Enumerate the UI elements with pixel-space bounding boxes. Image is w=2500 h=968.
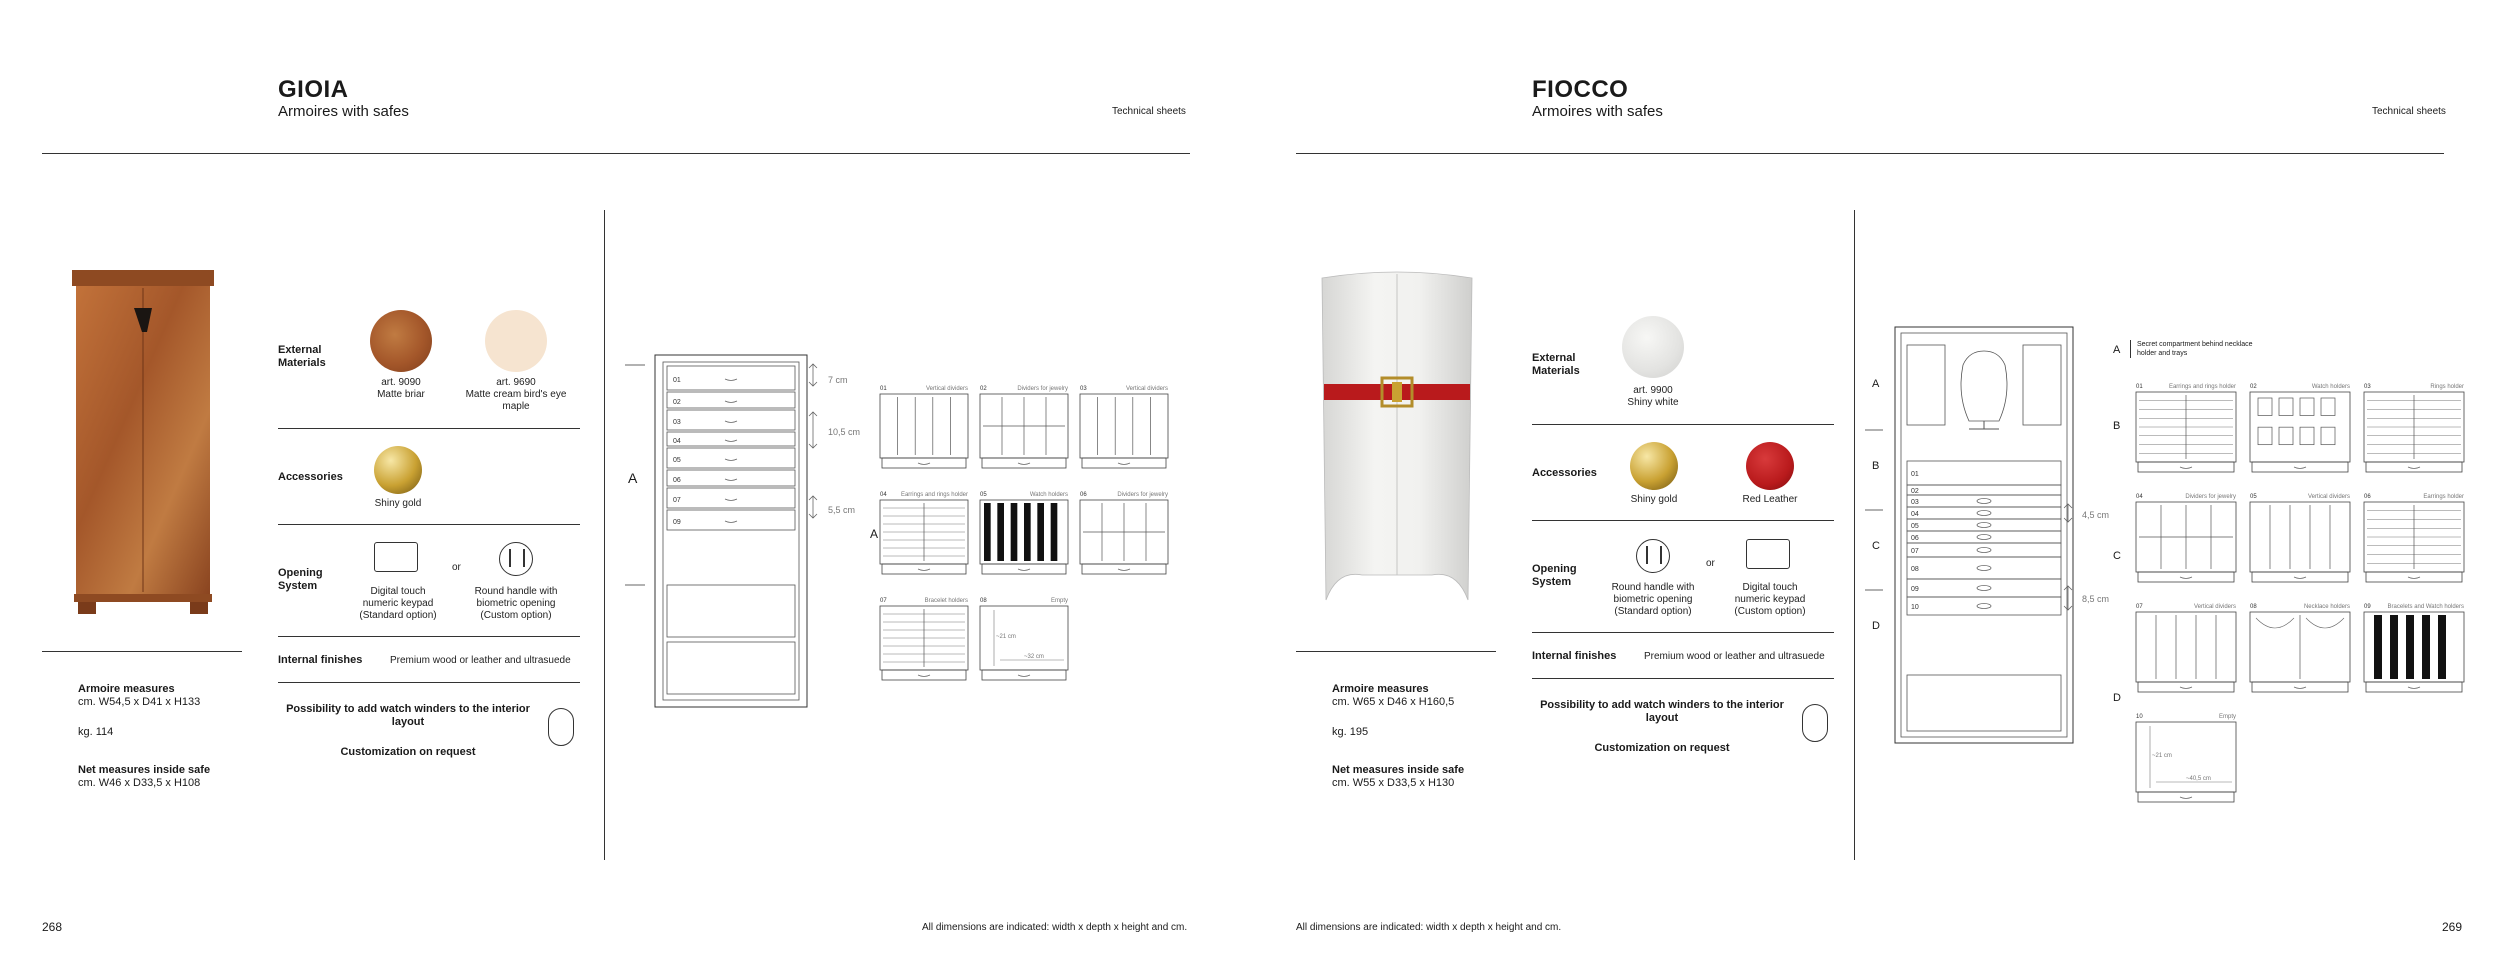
accessory-red-leather: Red Leather [1742, 494, 1798, 505]
left-drawer-row [667, 432, 795, 446]
tray-label: Earrings and rings holder [2168, 384, 2236, 390]
opening-keypad-right: Digital touch numeric keypad (Custom option) [1734, 582, 1806, 617]
net-measures-label: Net measures inside safe [78, 764, 211, 776]
left-drawer-pull [725, 479, 737, 481]
right-section-b: B [1872, 460, 1880, 472]
left-customization: Customization on request [340, 746, 476, 758]
watch-winder-icon-right [1802, 704, 1828, 742]
left-opening-system-label: Opening System [278, 567, 323, 592]
left-internal-finishes-value: Premium wood or leather and ultrasuede [390, 655, 571, 666]
left-accessories-label: Accessories [278, 471, 343, 483]
right-drawer-number: 01 [1911, 471, 1919, 478]
tray-number: 03 [2364, 384, 2371, 390]
right-drawer-pull [1977, 535, 1991, 540]
tray-08 [980, 598, 1068, 680]
tray-06 [1080, 492, 1168, 574]
tray-07 [880, 598, 968, 680]
right-drawer-pull [1977, 566, 1991, 571]
left-page-number: 268 [42, 920, 63, 934]
right-drawer-row [1907, 461, 2061, 485]
right-customization: Customization on request [1594, 742, 1730, 754]
left-drawer-row [667, 392, 795, 408]
tray-number: 04 [2136, 494, 2143, 500]
right-trays-section-d: D [2113, 692, 2121, 704]
tray-label: Bracelets and Watch holders [2387, 604, 2464, 610]
armoire-measures-label: Armoire measures [78, 683, 175, 695]
right-drawer-row [1907, 485, 2061, 495]
opening-round-handle: Round handle with biometric opening (Custom option) [474, 586, 558, 621]
right-drawer-number: 05 [1911, 523, 1919, 530]
red-leather-swatch [1746, 442, 1794, 490]
left-drawer-pull [725, 499, 737, 501]
or-text-right: or [1706, 558, 1715, 569]
right-rule-3 [1532, 632, 1834, 633]
tray-number: 09 [2364, 604, 2371, 610]
left-column-divider [604, 210, 605, 860]
right-internal-finishes-value: Premium wood or leather and ultrasuede [1644, 651, 1825, 662]
right-dim-1: 4,5 cm [2082, 510, 2110, 520]
tray-number: 05 [2250, 494, 2257, 500]
material-9090 [356, 377, 446, 401]
tray-number: 01 [2136, 384, 2143, 390]
right-dim-2: 8,5 cm [2082, 594, 2110, 604]
left-drawer-number: 09 [673, 519, 681, 526]
right-drawer-number: 08 [1911, 566, 1919, 573]
net-measures-value: cm. W46 x D33,5 x H108 [78, 777, 201, 789]
tray-05 [980, 492, 1068, 574]
right-opening-system-label: Opening System [1532, 563, 1577, 588]
tray-02 [2250, 384, 2350, 472]
tray-label: Watch holders [2311, 384, 2350, 390]
tray-number: 08 [2250, 604, 2257, 610]
right-trays-section-b: B [2113, 420, 2121, 432]
left-rule-1 [278, 428, 580, 429]
right-title: FIOCCO [1532, 76, 1629, 103]
left-footer-note: All dimensions are indicated: width x depth x height and cm. [922, 922, 1188, 933]
tray-06 [2364, 494, 2464, 582]
keypad-icon-right [1746, 539, 1790, 569]
left-drawer-number: 05 [673, 457, 681, 464]
left-drawer-number: 01 [673, 377, 681, 384]
tray-number: 05 [980, 492, 987, 498]
right-section-d: D [1872, 620, 1880, 632]
briar-swatch [370, 310, 432, 372]
left-drawer-pull [725, 421, 737, 423]
left-drawer-number: 07 [673, 497, 681, 504]
white-swatch [1622, 316, 1684, 378]
net-measures-label-right: Net measures inside safe [1332, 764, 1465, 776]
tray-01 [880, 386, 968, 468]
tray-08 [2250, 604, 2350, 692]
opening-digital-keypad: Digital touch numeric keypad (Standard option) [359, 586, 437, 621]
tray-01 [2136, 384, 2236, 472]
right-drawer-pull [1977, 586, 1991, 591]
right-page-number: 269 [2442, 920, 2463, 934]
right-rule-2 [1532, 520, 1834, 521]
round-handle-icon [499, 542, 533, 576]
right-drawer-diagram [1865, 325, 2080, 745]
tray-number: 04 [880, 492, 887, 498]
right-watch-winders: Possibility to add watch winders to the interior layout [1540, 699, 1784, 724]
tray-label: Vertical dividers [1125, 386, 1168, 392]
material-9690-art: art. 9690 [496, 377, 536, 388]
left-drawer-row [667, 448, 795, 468]
right-drawer-number: 06 [1911, 535, 1919, 542]
tray-label: Earrings and rings holder [900, 492, 968, 498]
right-drawer-number: 04 [1911, 511, 1919, 518]
right-footer-note: All dimensions are indicated: width x depth x height and cm. [1296, 922, 1562, 933]
accessory-shiny-gold-right: Shiny gold [1630, 494, 1678, 505]
empty-tray-height: ~21 cm [2152, 753, 2172, 759]
right-net-measures [1332, 764, 1464, 790]
right-trays-grid [2136, 378, 2466, 782]
left-drawer-row [667, 410, 795, 430]
left-armoire-measures [78, 683, 200, 709]
right-header-rule [1296, 153, 2444, 154]
left-drawer-number: 02 [673, 399, 681, 406]
right-drawer-row [1907, 579, 2061, 597]
right-drawer-number: 03 [1911, 499, 1919, 506]
left-header-rule [42, 153, 1190, 154]
gold-swatch-right [1630, 442, 1678, 490]
right-accessories-label: Accessories [1532, 467, 1597, 479]
left-subtitle: Armoires with safes [278, 103, 409, 120]
material-9690-name: Matte cream bird's eye maple [465, 389, 567, 412]
tray-05 [2250, 494, 2350, 582]
right-drawer-number: 10 [1911, 604, 1919, 611]
left-dim-3: 5,5 cm [828, 505, 856, 515]
tray-number: 06 [1080, 492, 1087, 498]
right-trays-svg [2136, 378, 2466, 782]
left-title: GIOIA [278, 76, 349, 103]
left-section-a: A [628, 470, 638, 486]
empty-tray-height: ~21 cm [996, 634, 1016, 640]
material-9090-art: art. 9090 [381, 377, 421, 388]
tray-04 [880, 492, 968, 574]
right-drawer-row [1907, 507, 2061, 519]
or-text: or [452, 562, 461, 573]
right-drawer-row [1907, 519, 2061, 531]
right-drawer-number: 09 [1911, 586, 1919, 593]
left-rule-4 [278, 682, 580, 683]
right-trays-section-c: C [2113, 550, 2121, 562]
right-trays-section-a: A [2113, 344, 2121, 356]
right-armoire-measures [1332, 683, 1454, 709]
empty-tray-width: ~32 cm [1024, 654, 1044, 660]
opening-round-handle-right: Round handle with biometric opening (Standard option) [1611, 582, 1695, 617]
right-weight: kg. 195 [1332, 726, 1369, 738]
right-rule-4 [1532, 678, 1834, 679]
maple-swatch [485, 310, 547, 372]
right-external-materials-label: External Materials [1532, 352, 1580, 377]
right-drawer-row [1907, 597, 2061, 615]
tray-10 [2136, 714, 2236, 802]
gold-swatch [374, 446, 422, 494]
tray-number: 10 [2136, 714, 2143, 720]
armoire-measures-value: cm. W54,5 x D41 x H133 [78, 696, 201, 708]
tray-03 [2364, 384, 2464, 472]
left-trays-grid [880, 380, 1200, 670]
right-subtitle: Armoires with safes [1532, 103, 1663, 120]
right-drawer-pull [1977, 511, 1991, 516]
left-drawer-pull [725, 401, 737, 403]
tray-label: Empty [1050, 598, 1068, 604]
left-dim-1: 7 cm [828, 375, 848, 385]
right-drawer-pull [1977, 548, 1991, 553]
left-watch-winders: Possibility to add watch winders to the interior layout [286, 703, 530, 728]
tray-number: 02 [2250, 384, 2257, 390]
tray-label: Watch holders [1029, 492, 1068, 498]
keypad-icon [374, 542, 418, 572]
left-internal-finishes-label: Internal finishes [278, 654, 363, 666]
tray-07 [2136, 604, 2236, 692]
right-drawer-number: 02 [1911, 488, 1919, 495]
right-drawer-pull [1977, 604, 1991, 609]
right-measures-rule [1296, 651, 1496, 652]
tray-label: Vertical dividers [925, 386, 968, 392]
tray-number: 03 [1080, 386, 1087, 392]
left-trays-section-a: A [870, 527, 879, 541]
watch-winder-icon [548, 708, 574, 746]
left-drawer-pull [725, 440, 737, 442]
tray-label: Rings holder [2430, 384, 2464, 390]
right-internal-finishes-label: Internal finishes [1532, 650, 1617, 662]
tray-09 [2364, 604, 2464, 692]
right-column-divider [1854, 210, 1855, 860]
material-9900 [1608, 385, 1698, 409]
tray-label: Necklace holders [2303, 604, 2350, 610]
right-drawer-number: 07 [1911, 548, 1919, 555]
tray-label: Dividers for jewelry [2185, 494, 2236, 500]
tray-number: 08 [980, 598, 987, 604]
left-drawer-row [667, 366, 795, 390]
right-drawer-rows [1907, 461, 2061, 615]
left-external-materials-label: External Materials [278, 344, 326, 369]
round-handle-icon-right [1636, 539, 1670, 573]
right-drawer-pull [1977, 523, 1991, 528]
left-drawer-row [667, 470, 795, 486]
tray-02 [980, 386, 1068, 468]
right-drawer-row [1907, 557, 2061, 579]
tray-label: Dividers for jewelry [1017, 386, 1068, 392]
left-weight: kg. 114 [78, 726, 114, 738]
left-drawer-rows [667, 366, 795, 530]
left-dim-2: 10,5 cm [828, 427, 861, 437]
tray-number: 02 [980, 386, 987, 392]
right-drawer-row [1907, 531, 2061, 543]
empty-tray-width: ~40,5 cm [2186, 776, 2211, 782]
left-drawer-pull [725, 521, 737, 523]
left-net-measures [78, 764, 210, 790]
accessory-shiny-gold: Shiny gold [374, 498, 422, 509]
tray-label: Vertical dividers [2193, 604, 2236, 610]
fiocco-armoire-image [1312, 270, 1482, 630]
tray-label: Earrings holder [2423, 494, 2464, 500]
right-section-a: A [1872, 378, 1880, 390]
left-drawer-number: 06 [673, 477, 681, 484]
right-drawer-row [1907, 495, 2061, 507]
left-drawer-row [667, 488, 795, 508]
left-drawer-pull [725, 459, 737, 461]
left-trays-svg [880, 380, 1200, 670]
material-9900-art: art. 9900 [1633, 385, 1673, 396]
right-section-c: C [1872, 540, 1880, 552]
right-drawer-pull [1977, 499, 1991, 504]
net-measures-value-right: cm. W55 x D33,5 x H130 [1332, 777, 1455, 789]
right-drawer-row [1907, 543, 2061, 557]
tray-label: Vertical dividers [2307, 494, 2350, 500]
left-measures-rule [42, 651, 242, 652]
left-drawer-number: 04 [673, 438, 681, 445]
material-9690 [462, 377, 570, 413]
left-rule-2 [278, 524, 580, 525]
tray-number: 07 [2136, 604, 2143, 610]
armoire-measures-value-right: cm. W65 x D46 x H160,5 [1332, 696, 1455, 708]
tray-label: Dividers for jewelry [1117, 492, 1168, 498]
gioia-armoire-image [68, 270, 218, 616]
tray-number: 07 [880, 598, 887, 604]
right-technical-sheets: Technical sheets [2372, 106, 2446, 117]
right-secret-compartment-note: Secret compartment behind necklace holder and trays [2130, 340, 2257, 358]
material-9090-name: Matte briar [377, 389, 425, 400]
tray-04 [2136, 494, 2236, 582]
tray-number: 01 [880, 386, 887, 392]
armoire-measures-label-right: Armoire measures [1332, 683, 1429, 695]
left-drawer-row [667, 510, 795, 530]
left-drawer-number: 03 [673, 419, 681, 426]
tray-number: 06 [2364, 494, 2371, 500]
tray-03 [1080, 386, 1168, 468]
left-rule-3 [278, 636, 580, 637]
left-drawer-pull [725, 379, 737, 381]
right-rule-1 [1532, 424, 1834, 425]
left-technical-sheets: Technical sheets [1112, 106, 1186, 117]
tray-label: Bracelet holders [924, 598, 968, 604]
tray-label: Empty [2218, 714, 2236, 720]
material-9900-name: Shiny white [1627, 397, 1679, 408]
